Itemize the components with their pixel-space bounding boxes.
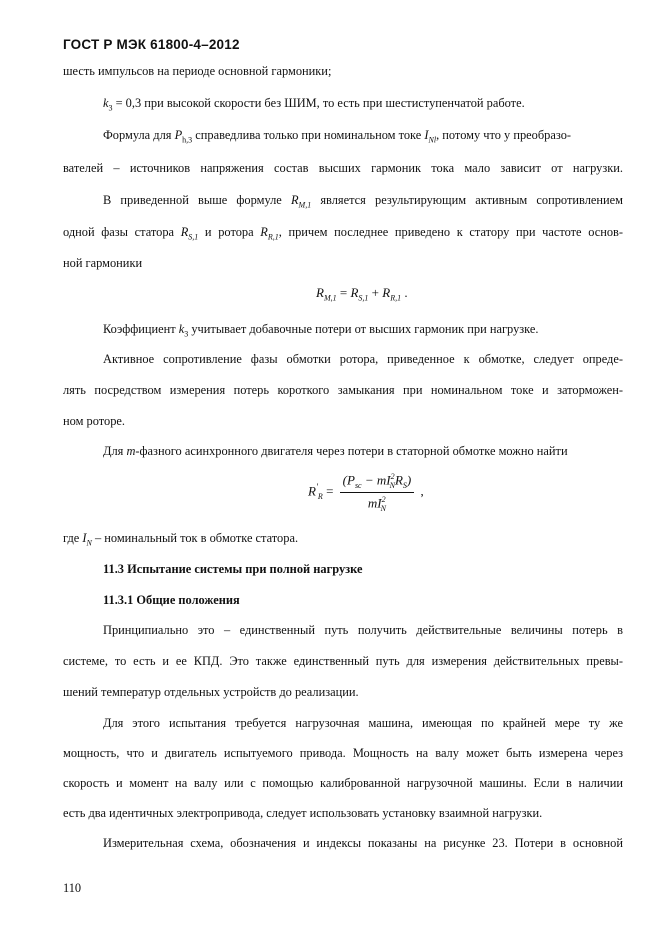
subscript: 3 xyxy=(108,103,113,113)
subscript: h,3 xyxy=(182,135,193,145)
subscript: M,1 xyxy=(323,293,337,303)
text-span: и ротора xyxy=(198,225,261,239)
fraction-numerator xyxy=(340,472,415,493)
page-number: 110 xyxy=(63,881,82,895)
formula-term: R xyxy=(316,285,324,300)
formula-term: R xyxy=(350,285,359,300)
var-m: m xyxy=(126,444,136,458)
var-k: k xyxy=(103,96,109,110)
text-span: Для xyxy=(103,444,127,458)
formula-term: R xyxy=(382,285,391,300)
subscript: R,1 xyxy=(267,232,279,242)
formula-rotor-resistance xyxy=(308,472,424,513)
subscript: R xyxy=(317,492,323,501)
text-line xyxy=(103,192,623,213)
subscript: S,1 xyxy=(358,293,369,303)
subscript: R,1 xyxy=(390,293,402,303)
subscript: N xyxy=(380,503,386,513)
equals-sign: = xyxy=(336,285,351,300)
text-span: справедлива только при номинальном токе xyxy=(192,128,425,142)
var-r: R xyxy=(180,225,189,239)
text-span: – номинальный ток в обмотке статора. xyxy=(91,531,299,545)
subscript: l xyxy=(433,135,437,145)
formula-term: R xyxy=(308,483,316,499)
text-span: Коэффициент xyxy=(103,322,179,336)
text-line xyxy=(103,443,568,459)
subscript: S,1 xyxy=(188,232,199,242)
superscript: ′ xyxy=(315,482,318,493)
text-span: , потому что у преобразо- xyxy=(436,128,572,142)
text-span: -фазного асинхронного двигателя через потери в статорной обмотке можно найти xyxy=(135,444,568,458)
text-line: Для этого испытания требуется нагрузочная машина, имеющая по крайней мере ту же xyxy=(103,716,623,730)
subscript: S xyxy=(402,480,407,490)
var-k: k xyxy=(178,322,185,336)
text-line: ном роторе. xyxy=(63,414,125,428)
equals-sign: = xyxy=(322,483,337,499)
punctuation: . xyxy=(401,285,408,300)
text-line: вателей – источников напряжения состав высших гармоник тока мало зависит от нагрузки. xyxy=(63,161,623,175)
text-span: , причем последнее приведено к статору при частоте основ- xyxy=(278,225,624,239)
subscript: 3 xyxy=(184,329,189,339)
formula-resistance-sum xyxy=(316,285,408,303)
text-line: Принципиально это – единственный путь получить действительные величины потерь в xyxy=(103,623,623,637)
text-line: есть два идентичных электропривода, следует использовать установку взаимной нагрузки. xyxy=(63,806,543,820)
text-line xyxy=(103,95,525,116)
text-span: одной фазы статора xyxy=(63,225,181,239)
var-r: R xyxy=(290,193,299,207)
section-heading: 11.3 Испытание системы при полной нагрузке xyxy=(103,562,363,576)
text-line xyxy=(63,224,623,245)
var-p: P xyxy=(174,128,183,142)
text-span: является результирующим активным сопротивлением xyxy=(311,193,623,207)
var-i: I xyxy=(424,128,429,142)
page-header-standard: ГОСТ Р МЭК 61800-4–2012 xyxy=(63,37,240,52)
fraction-denominator xyxy=(340,493,415,513)
text-line: мощность, что и двигатель испытуемого привода. Мощность на валу может быть измерена через xyxy=(63,746,623,760)
text-span: = 0,3 при высокой скорости без ШИМ, то есть при шестиступенчатой работе. xyxy=(112,96,525,110)
subscript: N xyxy=(86,538,92,548)
text-line: скорость и момент на валу или с помощью калиброванной нагрузочной машины. Если в наличии xyxy=(63,776,623,790)
text-line: Активное сопротивление фазы обмотки ротора, приведенное к обмотке, следует опреде- xyxy=(103,352,623,366)
formula-term: ) xyxy=(406,472,412,488)
text-span: учитывает добавочные потери от высших гармоник при нагрузке. xyxy=(188,322,539,336)
text-line: лять посредством измерения потерь короткого замыкания при номинальном токе и заторможен- xyxy=(63,383,623,397)
text-line: шесть импульсов на периоде основной гармоники; xyxy=(63,64,332,78)
text-span: В приведенной выше формуле xyxy=(103,193,291,207)
punctuation: , xyxy=(417,483,424,499)
subscript: sc xyxy=(354,480,362,490)
formula-term: mI xyxy=(367,495,382,511)
subsection-heading: 11.3.1 Общие положения xyxy=(103,593,240,607)
subscript: M,1 xyxy=(298,200,312,210)
text-span: где xyxy=(63,531,83,545)
formula-term: − mI xyxy=(361,472,391,488)
formula-term: R xyxy=(394,472,403,488)
text-line: шений температур отдельных устройств до реализации. xyxy=(63,685,359,699)
subscript: N xyxy=(428,135,434,145)
text-line xyxy=(103,127,623,148)
text-line xyxy=(63,530,298,551)
superscript: 2 xyxy=(390,472,395,481)
text-line: Измерительная схема, обозначения и индексы показаны на рисунке 23. Потери в основной xyxy=(103,836,623,850)
fraction xyxy=(340,472,415,513)
text-span: Формула для xyxy=(103,128,175,142)
var-r: R xyxy=(260,225,268,239)
text-line xyxy=(103,321,538,342)
subscript: N xyxy=(389,480,395,490)
superscript: 2 xyxy=(381,494,386,504)
formula-term: (P xyxy=(342,472,355,488)
text-line: системе, то есть и ее КПД. Это также единственный путь для измерения действительных превы- xyxy=(63,654,623,668)
text-line: ной гармоники xyxy=(63,256,143,270)
var-i: I xyxy=(82,531,87,545)
plus-sign: + xyxy=(368,285,383,300)
